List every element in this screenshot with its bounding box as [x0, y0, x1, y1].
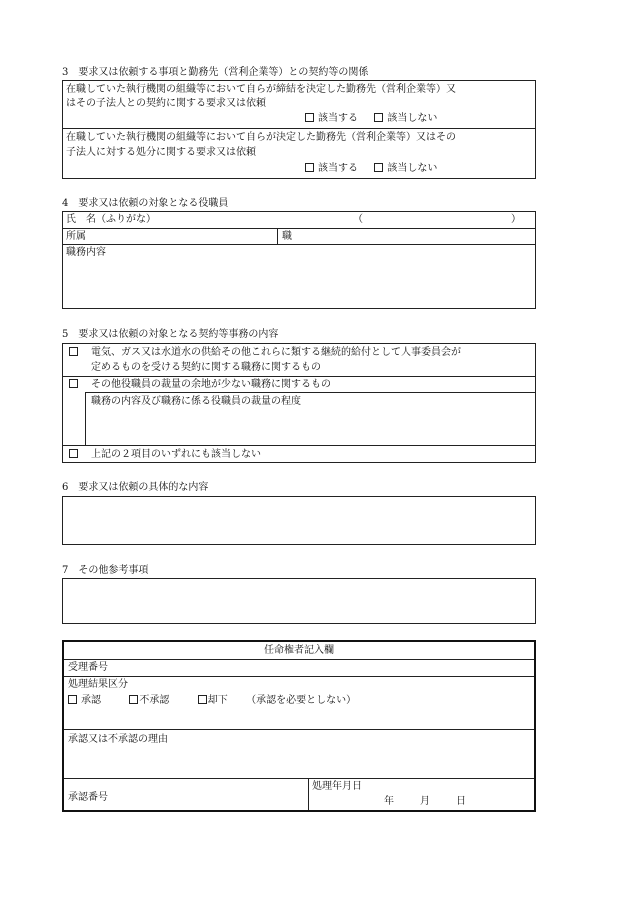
divider: [64, 676, 534, 677]
section5-title: 5 要求又は依頼の対象となる契約等事務の内容: [62, 329, 279, 340]
position-label: 職: [282, 231, 292, 242]
result-category-label: 処理結果区分: [68, 679, 128, 690]
reject-label: 却下: [207, 695, 228, 706]
divider: [63, 128, 535, 129]
divider: [63, 376, 535, 377]
disposition-not-applies-checkbox[interactable]: [374, 163, 383, 172]
contract-request-text-1: 在職していた執行機関の組織等において自らが締結を決定した勤務先（営利企業等）又: [66, 84, 456, 95]
utility-contract-item: [69, 346, 82, 359]
section3-title: 3 要求又は依頼する事項と勤務先（営利企業等）との契約等の関係: [62, 67, 369, 78]
affiliation-label: 所属: [66, 231, 86, 242]
approve-label: 承認: [81, 695, 101, 706]
section6-title: 6 要求又は依頼の具体的な内容: [62, 482, 209, 493]
divider: [277, 228, 278, 244]
reason-label: 承認又は不承認の理由: [68, 734, 168, 745]
no-approval-needed-note: （承認を必要としない）: [246, 695, 357, 706]
none-applicable-item: [69, 448, 82, 461]
divider: [85, 392, 86, 445]
disposition-request-options: [305, 162, 437, 175]
reject-checkbox[interactable]: [198, 695, 207, 704]
utility-contract-checkbox[interactable]: [69, 347, 78, 356]
month-label: 月: [420, 796, 430, 807]
section7-title: 7 その他参考事項: [62, 565, 149, 576]
section7-input-box[interactable]: [62, 578, 536, 624]
disapprove-checkbox[interactable]: [129, 695, 138, 704]
divider: [85, 392, 535, 393]
contract-applies-label: 該当する: [318, 113, 358, 124]
contract-request-options: [305, 112, 437, 125]
divider: [63, 244, 535, 245]
name-label: 氏 名（ふりがな）: [66, 214, 156, 225]
low-discretion-item: [69, 378, 82, 391]
divider: [63, 228, 535, 229]
disposition-applies-label: 該当する: [318, 163, 358, 174]
furigana-open-paren: （: [353, 214, 363, 225]
section4-table: [62, 211, 536, 309]
section5-table: [62, 343, 536, 463]
contract-not-applies-label: 該当しない: [387, 113, 438, 124]
duties-label: 職務内容: [66, 247, 106, 258]
none-applicable-checkbox[interactable]: [69, 449, 78, 458]
receipt-number-label: 受理番号: [68, 662, 108, 673]
disposition-request-text-2: 子法人に対する処分に関する要求又は依頼: [66, 147, 256, 158]
section6-input-box[interactable]: [62, 496, 536, 545]
divider: [64, 778, 534, 779]
furigana-close-paren: ）: [511, 214, 521, 225]
divider: [64, 659, 534, 660]
contract-request-text-2: はその子法人との契約に関する要求又は依頼: [66, 98, 266, 109]
processing-date-label: 処理年月日: [312, 781, 362, 792]
contract-not-applies-checkbox[interactable]: [374, 113, 383, 122]
disapprove-label: 不承認: [139, 695, 170, 706]
approval-number-label: 承認番号: [68, 792, 108, 803]
day-label: 日: [456, 796, 466, 807]
utility-contract-text-1: 電気、ガス又は水道水の供給その他これらに類する継続的給付として人事委員会が: [91, 347, 461, 358]
utility-contract-text-2: 定めるものを受ける契約に関する職務に関するもの: [91, 362, 321, 373]
divider: [308, 778, 309, 810]
section3-table: [62, 80, 536, 179]
discretion-detail-label: 職務の内容及び職務に係る役職員の裁量の程度: [91, 396, 301, 407]
disposition-applies-checkbox[interactable]: [305, 163, 314, 172]
disposition-request-text-1: 在職していた執行機関の組織等において自らが決定した勤務先（営利企業等）又はその: [66, 132, 456, 143]
low-discretion-text: その他役職員の裁量の余地が少ない職務に関するもの: [91, 379, 331, 390]
appointer-header: 任命権者記入欄: [264, 645, 334, 656]
low-discretion-checkbox[interactable]: [69, 379, 78, 388]
divider: [63, 445, 535, 446]
divider: [64, 729, 534, 730]
none-applicable-text: 上記の２項目のいずれにも該当しない: [91, 449, 261, 460]
year-label: 年: [384, 796, 394, 807]
disposition-not-applies-label: 該当しない: [387, 163, 438, 174]
approve-checkbox[interactable]: [68, 695, 77, 704]
section4-title: 4 要求又は依頼の対象となる役職員: [62, 198, 229, 209]
appointer-section: [62, 640, 536, 812]
contract-applies-checkbox[interactable]: [305, 113, 314, 122]
result-options: [68, 694, 356, 707]
